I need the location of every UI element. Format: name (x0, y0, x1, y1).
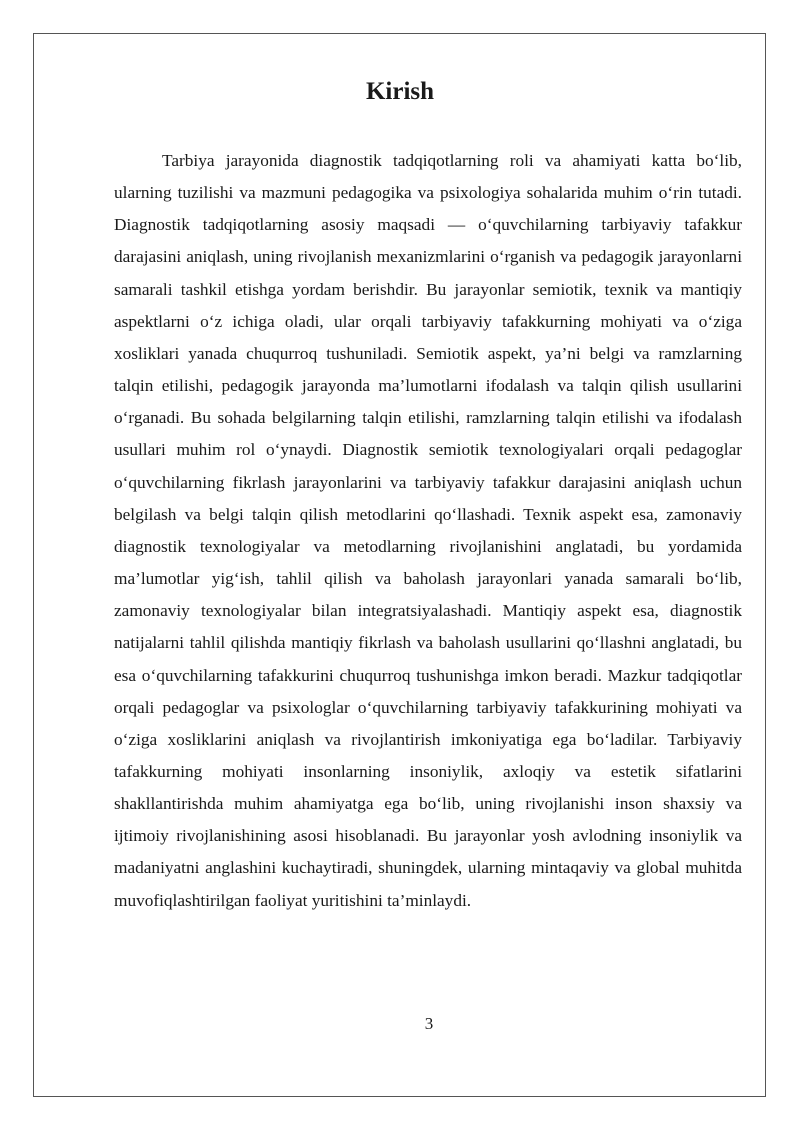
body-paragraph: Tarbiya jarayonida diagnostik tadqiqotlarning roli va ahamiyati katta bo‘lib, ularning tuzilishi va mazmuni pedagogika va psixologiya sohalarida muhim o‘rin tutadi. Diagnostik tadqiqotlarning asosiy maqsadi — o‘quvchilarning tarbiyaviy tafakkur darajasini aniqlash, uning rivojlanish mexanizmlarini o‘rganish va pedagogik jarayonlarni samarali tashkil etishga yordam berishdir. Bu jarayonlar semiotik, texnik va mantiqiy aspektlarni o‘z ichiga oladi, ular orqali tarbiyaviy tafakkurning mohiyati va o‘ziga xosliklari yanada chuqurroq tushuniladi. Semiotik aspekt, ya’ni belgi va ramzlarning talqin etilishi, pedagogik jarayonda ma’lumotlarni ifodalash va talqin qilish usullarini o‘rganadi. Bu sohada belgilarning talqin etilishi, ramzlarning talqin etilishi va ifodalash usullari muhim rol o‘ynaydi. Diagnostik semiotik texnologiyalari orqali pedagoglar o‘quvchilarning fikrlash jarayonlarini va tarbiyaviy tafakkur darajasini aniqlash uchun belgilash va belgi talqin qilish metodlarini qo‘llashadi. Texnik aspekt esa, zamonaviy diagnostik texnologiyalar va metodlarning rivojlanishini anglatadi, bu yordamida ma’lumotlar yig‘ish, tahlil qilish va baholash jarayonlari yanada samarali bo‘lib, zamonaviy texnologiyalar bilan integratsiyalashadi. Mantiqiy aspekt esa, diagnostik natijalarni tahlil qilishda mantiqiy fikrlash va baholash usullarini qo‘llashni anglatadi, bu esa o‘quvchilarning tafakkurini chuqurroq tushunishga imkon beradi. Mazkur tadqiqotlar orqali pedagoglar va psixologlar o‘quvchilarning tarbiyaviy tafakkurining mohiyati va o‘ziga xosliklarini aniqlash va rivojlantirish imkoniyatiga ega bo‘ladilar. Tarbiyaviy tafakkurning mohiyati insonlarning insoniylik, axloqiy va estetik sifatlarini shakllantirishda muhim ahamiyatga ega bo‘lib, uning rivojlanishi inson shaxsiy va ijtimoiy rivojlanishining asosi hisoblanadi. Bu jarayonlar yosh avlodning insoniylik va madaniyatni anglashini kuchaytiradi, shuningdek, ularning mintaqaviy va global muhitda muvofiqlashtirilgan faoliyat yuritishini ta’minlaydi. (114, 151, 742, 910)
page-number: 3 (424, 1014, 434, 1033)
page-title: Kirish (365, 78, 435, 105)
